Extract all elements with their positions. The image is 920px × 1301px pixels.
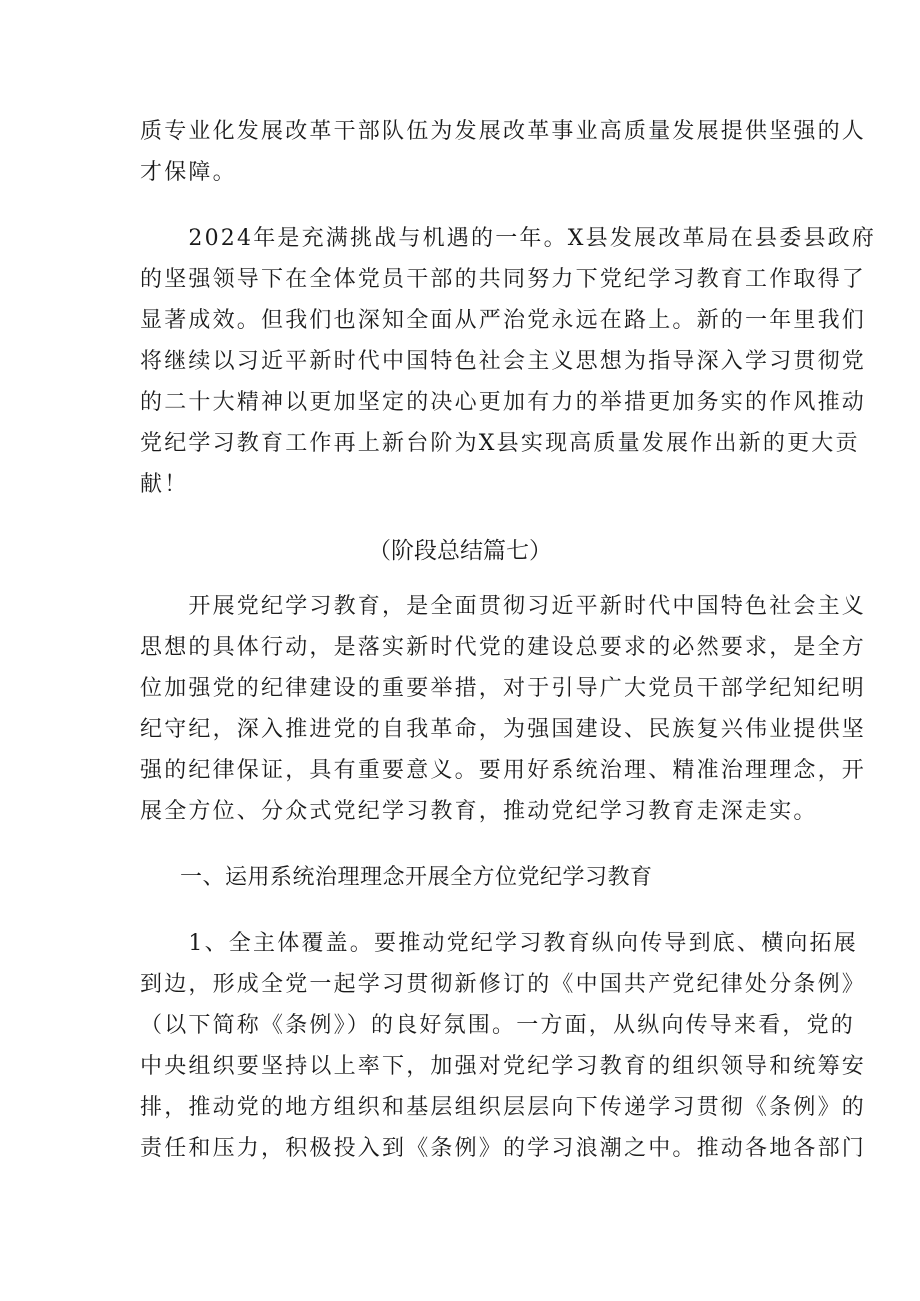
text-line: 中央组织要坚持以上率下，加强对党纪学习教育的组织领导和统筹安 [140, 1054, 867, 1079]
text-line: 到边，形成全党一起学习贯彻新修订的《中国共产党纪律处分条例》 [140, 972, 867, 997]
text-line: 的坚强领导下在全体党员干部的共同努力下党纪学习教育工作取得了 [140, 267, 867, 292]
text-line: 1、全主体覆盖。要推动党纪学习教育纵向传导到底、横向拓展 [140, 931, 858, 956]
text-line: 排，推动党的地方组织和基层组织层层向下传递学习贯彻《条例》的 [140, 1095, 867, 1120]
text-line: 思想的具体行动，是落实新时代党的建设总要求的必然要求，是全方 [140, 635, 867, 660]
text-line: 展全方位、分众式党纪学习教育，推动党纪学习教育走深走实。 [140, 799, 818, 824]
text-line: （以下简称《条例》）的良好氛围。一方面，从纵向传导来看，党的 [140, 1013, 856, 1038]
text-line: 责任和压力，积极投入到《条例》的学习浪潮之中。推动各地各部门 [140, 1136, 867, 1161]
text-line: 2024年是充满挑战与机遇的一年。X县发展改革局在县委县政府 [140, 226, 877, 251]
text-line: 将继续以习近平新时代中国特色社会主义思想为指导深入学习贯彻党 [140, 349, 867, 374]
text-line: 党纪学习教育工作再上新台阶为X县实现高质量发展作出新的更大贡 [140, 431, 860, 456]
text-line: 位加强党的纪律建设的重要举措，对于引导广大党员干部学纪知纪明 [140, 676, 867, 701]
text-line: 强的纪律保证，具有重要意义。要用好系统治理、精准治理理念，开 [140, 758, 867, 783]
text-line: 开展党纪学习教育，是全面贯彻习近平新时代中国特色社会主义 [140, 594, 867, 619]
section-heading: 一、运用系统治理理念开展全方位党纪学习教育 [180, 865, 653, 890]
text-line: 的二十大精神以更加坚定的决心更加有力的举措更加务实的作风推动 [140, 390, 867, 415]
text-line: 质专业化发展改革干部队伍为发展改革事业高质量发展提供坚强的人 [140, 119, 867, 144]
text-line: 纪守纪，深入推进党的自我革命，为强国建设、民族复兴伟业提供坚 [140, 717, 867, 742]
text-line: 献！ [140, 472, 189, 497]
chapter-title: （阶段总结篇七） [368, 538, 552, 564]
text-line: 显著成效。但我们也深知全面从严治党永远在路上。新的一年里我们 [140, 308, 867, 333]
text-line: 才保障。 [140, 160, 237, 185]
